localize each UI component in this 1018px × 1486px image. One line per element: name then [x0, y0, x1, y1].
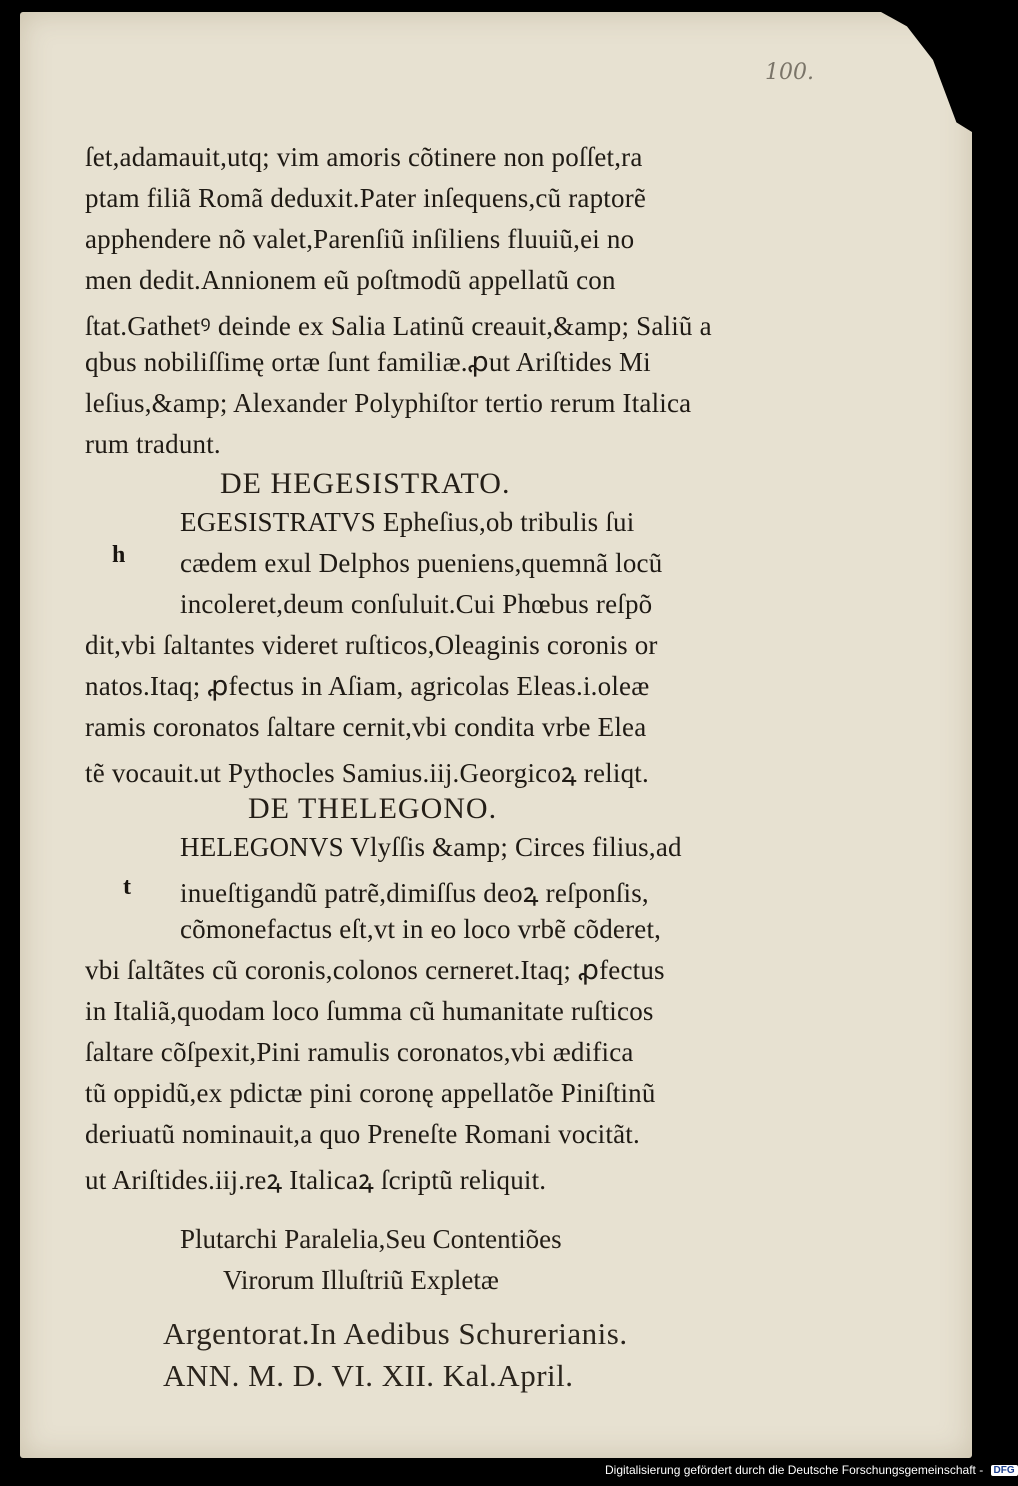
text-line: ptam filiã Romã deduxit.Pater inſequens,cũ raptorẽ — [85, 183, 647, 213]
imprint-line: Argentorat.In Aedibus Schurerianis. — [163, 1316, 628, 1351]
text-line: EGESISTRATVS Epheſius,ob tribulis ſui — [180, 507, 635, 537]
text-line: natos.Itaq; ꝓfectus in Aſiam, agricolas Eleas.i.oleæ — [85, 671, 650, 701]
text-line: tẽ vocauit.ut Pythocles Samius.iij.Georgicoꝝ reliqt. — [85, 758, 649, 788]
text-line: apphendere nõ valet,Parenſiũ inſiliens fluuiũ,ei no — [85, 224, 635, 254]
section-heading: DE HEGESISTRATO. — [220, 467, 511, 500]
text-line: qbus nobiliſſimę ortæ ſunt familiæ.ꝓut Ariſtides Mi — [85, 347, 651, 377]
text-line: vbi ſaltãtes cũ coronis,colonos cerneret.Itaq; ꝓfectus — [85, 955, 665, 985]
colophon-line: Virorum Illuſtriũ Expletæ — [223, 1265, 499, 1295]
text-line: incoleret,deum conſuluit.Cui Phœbus reſpõ — [180, 589, 653, 619]
text-line: ſaltare cõſpexit,Pini ramulis coronatos,vbi ædifica — [85, 1037, 634, 1067]
imprint-line: ANN. M. D. VI. XII. Kal.April. — [163, 1358, 574, 1393]
guide-letter: t — [123, 874, 131, 900]
folio-number: 100. — [765, 60, 814, 85]
text-line: ramis coronatos ſaltare cernit,vbi condita vrbe Elea — [85, 712, 647, 742]
dfg-logo: DFG — [991, 1465, 1018, 1476]
colophon-line: Plutarchi Paralelia,Seu Contentiões — [180, 1224, 562, 1254]
text-line: in Italiã,quodam loco ſumma cũ humanitate ruſticos — [85, 996, 654, 1026]
credit-text: Digitalisierung gefördert durch die Deutsche Forschungsgemeinschaft - — [605, 1463, 984, 1477]
book-page — [20, 12, 972, 1458]
torn-corner — [842, 12, 972, 132]
text-line: inueſtigandũ patrẽ,dimiſſus deoꝝ reſponſis, — [180, 878, 649, 908]
text-line: ſtat.Gathetꝰ deinde ex Salia Latinũ creauit,&amp; Saliũ a — [85, 311, 712, 341]
text-line: rum tradunt. — [85, 429, 221, 459]
text-line: leſius,&amp; Alexander Polyphiſtor tertio rerum Italica — [85, 388, 692, 418]
guide-letter: h — [112, 542, 126, 568]
text-line: deriuatũ nominauit,a quo Preneſte Romani vocitãt. — [85, 1119, 640, 1149]
text-line: cædem exul Delphos pueniens,quemnã locũ — [180, 548, 663, 578]
section-heading: DE THELEGONO. — [248, 792, 498, 825]
text-line: dit,vbi ſaltantes videret ruſticos,Oleaginis coronis or — [85, 630, 658, 660]
text-line: cõmonefactus eſt,vt in eo loco vrbẽ cõderet, — [180, 914, 662, 944]
text-line: ſet,adamauit,utq; vim amoris cõtinere non poſſet,ra — [85, 142, 643, 172]
text-line: HELEGONVS Vlyſſis &amp; Circes filius,ad — [180, 832, 682, 862]
text-line: ut Ariſtides.iij.reꝝ Italicaꝝ ſcriptũ reliquit. — [85, 1165, 547, 1195]
text-line: tũ oppidũ,ex pdictæ pini coronę appellatõe Piniſtinũ — [85, 1078, 656, 1108]
text-line: men dedit.Annionem eũ poſtmodũ appellatũ con — [85, 265, 616, 295]
digitization-credit — [605, 1463, 1018, 1477]
